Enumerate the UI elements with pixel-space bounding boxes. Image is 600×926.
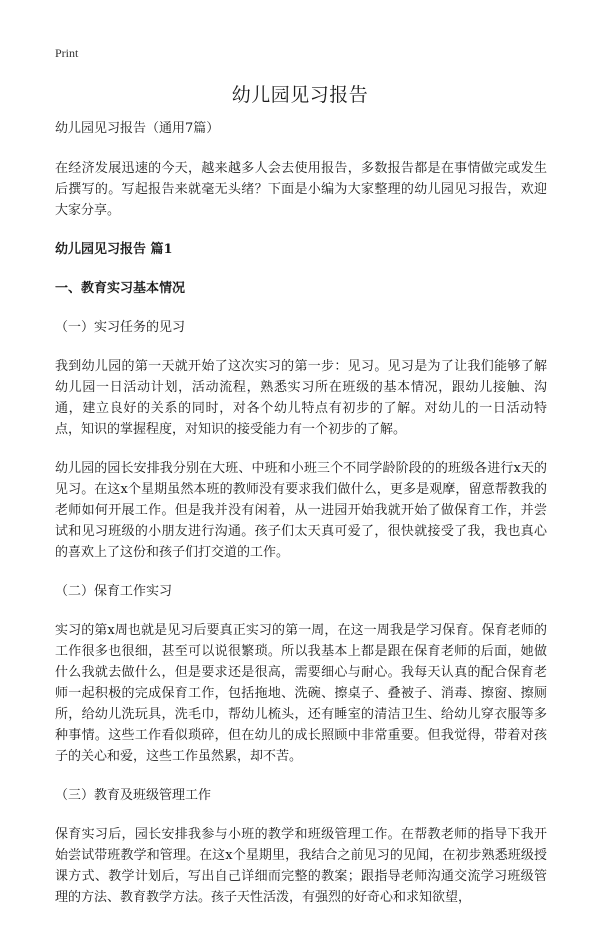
part-heading: 一、教育实习基本情况 <box>55 281 186 296</box>
document-body <box>55 118 547 926</box>
paragraph: 保育实习后，园长安排我参与小班的教学和班级管理工作。在帮教老师的指导下我开始尝试带班教学和管理。在这x个星期里，我结合之前见习的见闻，在初步熟悉班级授课方式、教学计划后，写出自己详细而完整的教案；跟指导老师沟通交流学习班级管理的方法、教育教学方法。孩子天性活泼，有强烈的好奇心和求知欲望， <box>55 827 547 905</box>
section-heading: 幼儿园见习报告 篇1 <box>55 242 173 257</box>
print-link[interactable]: Print <box>55 46 79 60</box>
subsection-heading-1: （一）实习任务的见习 <box>55 320 186 335</box>
subsection-heading-2: （二）保育工作实习 <box>55 584 173 599</box>
paragraph: 实习的第x周也就是见习后要真正实习的第一周，在这一周我是学习保育。保育老师的工作很多也很细，甚至可以说很繁琐。所以我基本上都是跟在保育老师的后面，她做什么我就去做什么，但是要求还是很高，需要细心与耐心。我每天认真的配合保育老师一起积极的完成保育工作，包括拖地、洗碗、擦桌子、叠被子、消毒、擦窗、擦厕所，给幼儿洗玩具，洗毛巾，帮幼儿梳头，还有睡室的清洁卫生、给幼儿穿衣服等多种事情。这些工作看似琐碎，但在幼儿的成长照顾中非常重要。但我觉得，带着对孩子的关心和爱，这些工作虽然累，却不苦。 <box>55 623 547 764</box>
subsection-heading-3: （三）教育及班级管理工作 <box>55 788 212 803</box>
paragraph: 幼儿园的园长安排我分别在大班、中班和小班三个不同学龄阶段的的班级各进行x天的见习。在这x个星期虽然本班的教师没有要求我们做什么，更多是观摩，留意帮教我的老师如何开展工作。但是我并没有闲着，从一进园开始我就开始了做保育工作，并尝试和见习班级的小朋友进行沟通。孩子们太天真可爱了，很快就接受了我，我也真心的喜欢上了这份和孩子们打交道的工作。 <box>55 461 547 560</box>
page-title: 幼儿园见习报告 <box>231 84 369 106</box>
intro-paragraph: 在经济发展迅速的今天，越来越多人会去使用报告，多数报告都是在事情做完或发生后撰写的。写起报告来就毫无头绪？下面是小编为大家整理的幼儿园见习报告，欢迎大家分享。 <box>55 161 547 218</box>
document-subtitle: 幼儿园见习报告（通用7篇） <box>55 121 220 136</box>
paragraph: 我到幼儿园的第一天就开始了这次实习的第一步：见习。见习是为了让我们能够了解幼儿园一日活动计划，活动流程，熟悉实习所在班级的基本情况，跟幼儿接触、沟通，建立良好的关系的同时，对各个幼儿特点有初步的了解。对幼儿的一日活动特点，知识的掌握程度，对知识的接受能力有一个初步的了解。 <box>55 359 547 437</box>
